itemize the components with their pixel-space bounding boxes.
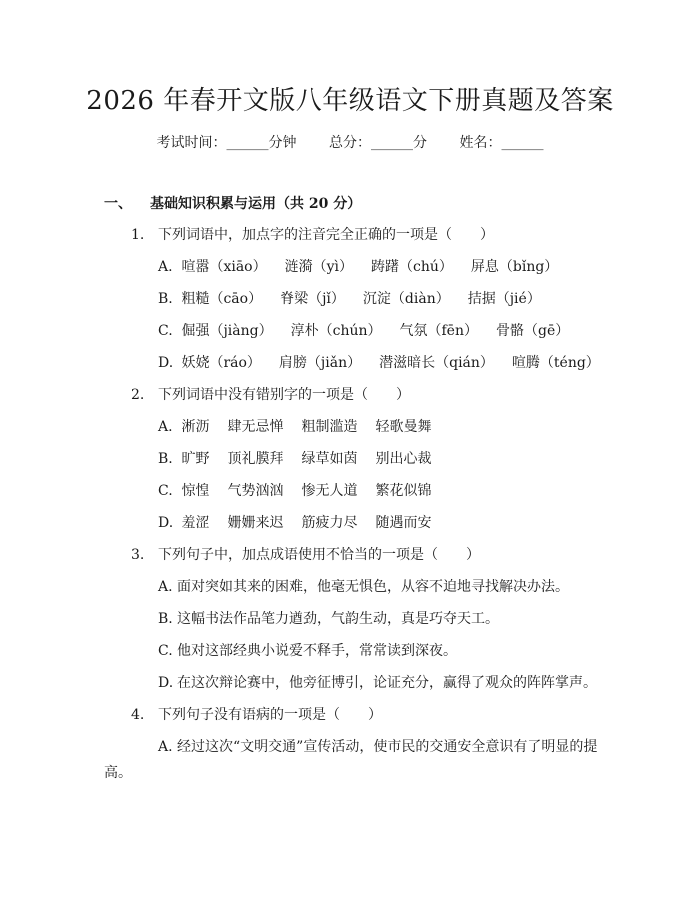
total-score-field: 总分：______分 [329, 135, 427, 151]
question-number: 2. [131, 387, 145, 403]
option-4a [104, 734, 604, 786]
option-word: 姗姗来迟 [227, 515, 284, 531]
option-letter: C. [158, 643, 173, 659]
question-4 [131, 704, 382, 724]
option-2c [158, 480, 431, 500]
section-title: 基础知识积累与运用（共 20 分） [150, 196, 362, 212]
option-word: 涟漪（yì） [284, 259, 353, 275]
option-3a [158, 576, 569, 596]
option-word: 别出心裁 [375, 451, 432, 467]
option-text: 这幅书法作品笔力遒劲，气韵生动，真是巧夺天工。 [177, 611, 499, 627]
option-word: 拮据（jié） [467, 291, 541, 307]
option-word: 旷野 [181, 451, 210, 467]
option-3b [158, 608, 499, 628]
option-3c [158, 640, 457, 660]
option-text: 他对这部经典小说爱不释手，常常读到深夜。 [177, 643, 457, 659]
question-3 [131, 544, 480, 564]
option-letter: A. [158, 259, 173, 275]
option-letter: D. [158, 675, 174, 691]
option-word: 羞涩 [181, 515, 210, 531]
option-1a [158, 256, 558, 276]
student-name-field: 姓名：______ [459, 135, 544, 151]
exam-meta [0, 132, 700, 152]
option-letter: B. [158, 451, 173, 467]
option-word: 脊梁（jǐ） [280, 291, 345, 307]
option-word: 顶礼膜拜 [227, 451, 284, 467]
option-word: 淅沥 [181, 419, 210, 435]
option-word: 粗制滥造 [301, 419, 358, 435]
option-1b [158, 288, 541, 308]
option-letter: C. [158, 323, 173, 339]
option-word: 妖娆（ráo） [181, 355, 261, 371]
question-number: 3. [131, 547, 145, 563]
option-2a [158, 416, 431, 436]
section-heading [104, 193, 361, 213]
option-word: 粗糙（cāo） [181, 291, 263, 307]
section-number: 一、 [104, 196, 132, 212]
option-text: 在这次辩论赛中，他旁征博引，论证充分，赢得了观众的阵阵掌声。 [177, 675, 597, 691]
page-title: 2026 年春开文版八年级语文下册真题及答案 [86, 86, 614, 116]
question-stem: 下列词语中没有错别字的一项是（ ） [158, 387, 410, 403]
option-word: 惊惶 [181, 483, 210, 499]
question-stem: 下列句子中，加点成语使用不恰当的一项是（ ） [158, 547, 480, 563]
option-word: 气氛（fēn） [399, 323, 478, 339]
option-text: 面对突如其来的困难，他毫无惧色，从容不迫地寻找解决办法。 [177, 579, 569, 595]
option-letter: B. [158, 611, 173, 627]
option-word: 踌躇（chú） [371, 259, 453, 275]
option-1d [158, 352, 600, 372]
question-stem: 下列句子没有语病的一项是（ ） [158, 707, 382, 723]
option-word: 喧嚣（xiāo） [181, 259, 267, 275]
option-word: 轻歌曼舞 [375, 419, 432, 435]
question-1 [131, 224, 494, 244]
option-letter: B. [158, 291, 173, 307]
option-letter: C. [158, 483, 173, 499]
option-word: 骨骼（gē） [495, 323, 570, 339]
option-word: 沉淀（diàn） [362, 291, 450, 307]
option-letter: A. [158, 419, 173, 435]
option-text: 经过这次“文明交通”宣传活动，使市民的交通安全意识有了明显的提高。 [104, 739, 598, 781]
question-stem: 下列词语中，加点字的注音完全正确的一项是（ ） [158, 227, 494, 243]
option-3d [158, 672, 597, 692]
question-number: 4. [131, 707, 145, 723]
option-word: 绿草如茵 [301, 451, 358, 467]
option-word: 肆无忌惮 [227, 419, 284, 435]
question-number: 1. [131, 227, 145, 243]
option-word: 惨无人道 [301, 483, 358, 499]
option-letter: A. [158, 739, 173, 755]
option-word: 屏息（bǐng） [470, 259, 559, 275]
option-word: 随遇而安 [375, 515, 432, 531]
option-2d [158, 512, 431, 532]
option-letter: D. [158, 355, 174, 371]
option-word: 淳朴（chún） [290, 323, 382, 339]
question-2 [131, 384, 410, 404]
option-word: 喧腾（téng） [511, 355, 600, 371]
option-word: 筋疲力尽 [301, 515, 358, 531]
option-word: 肩膀（jiǎn） [278, 355, 362, 371]
option-1c [158, 320, 569, 340]
option-letter: A. [158, 579, 173, 595]
option-2b [158, 448, 431, 468]
option-word: 潜滋暗长（qián） [379, 355, 494, 371]
option-word: 繁花似锦 [375, 483, 432, 499]
option-word: 倔强（jiàng） [181, 323, 273, 339]
exam-time-field: 考试时间：______分钟 [156, 135, 297, 151]
option-letter: D. [158, 515, 174, 531]
option-word: 气势汹汹 [227, 483, 284, 499]
